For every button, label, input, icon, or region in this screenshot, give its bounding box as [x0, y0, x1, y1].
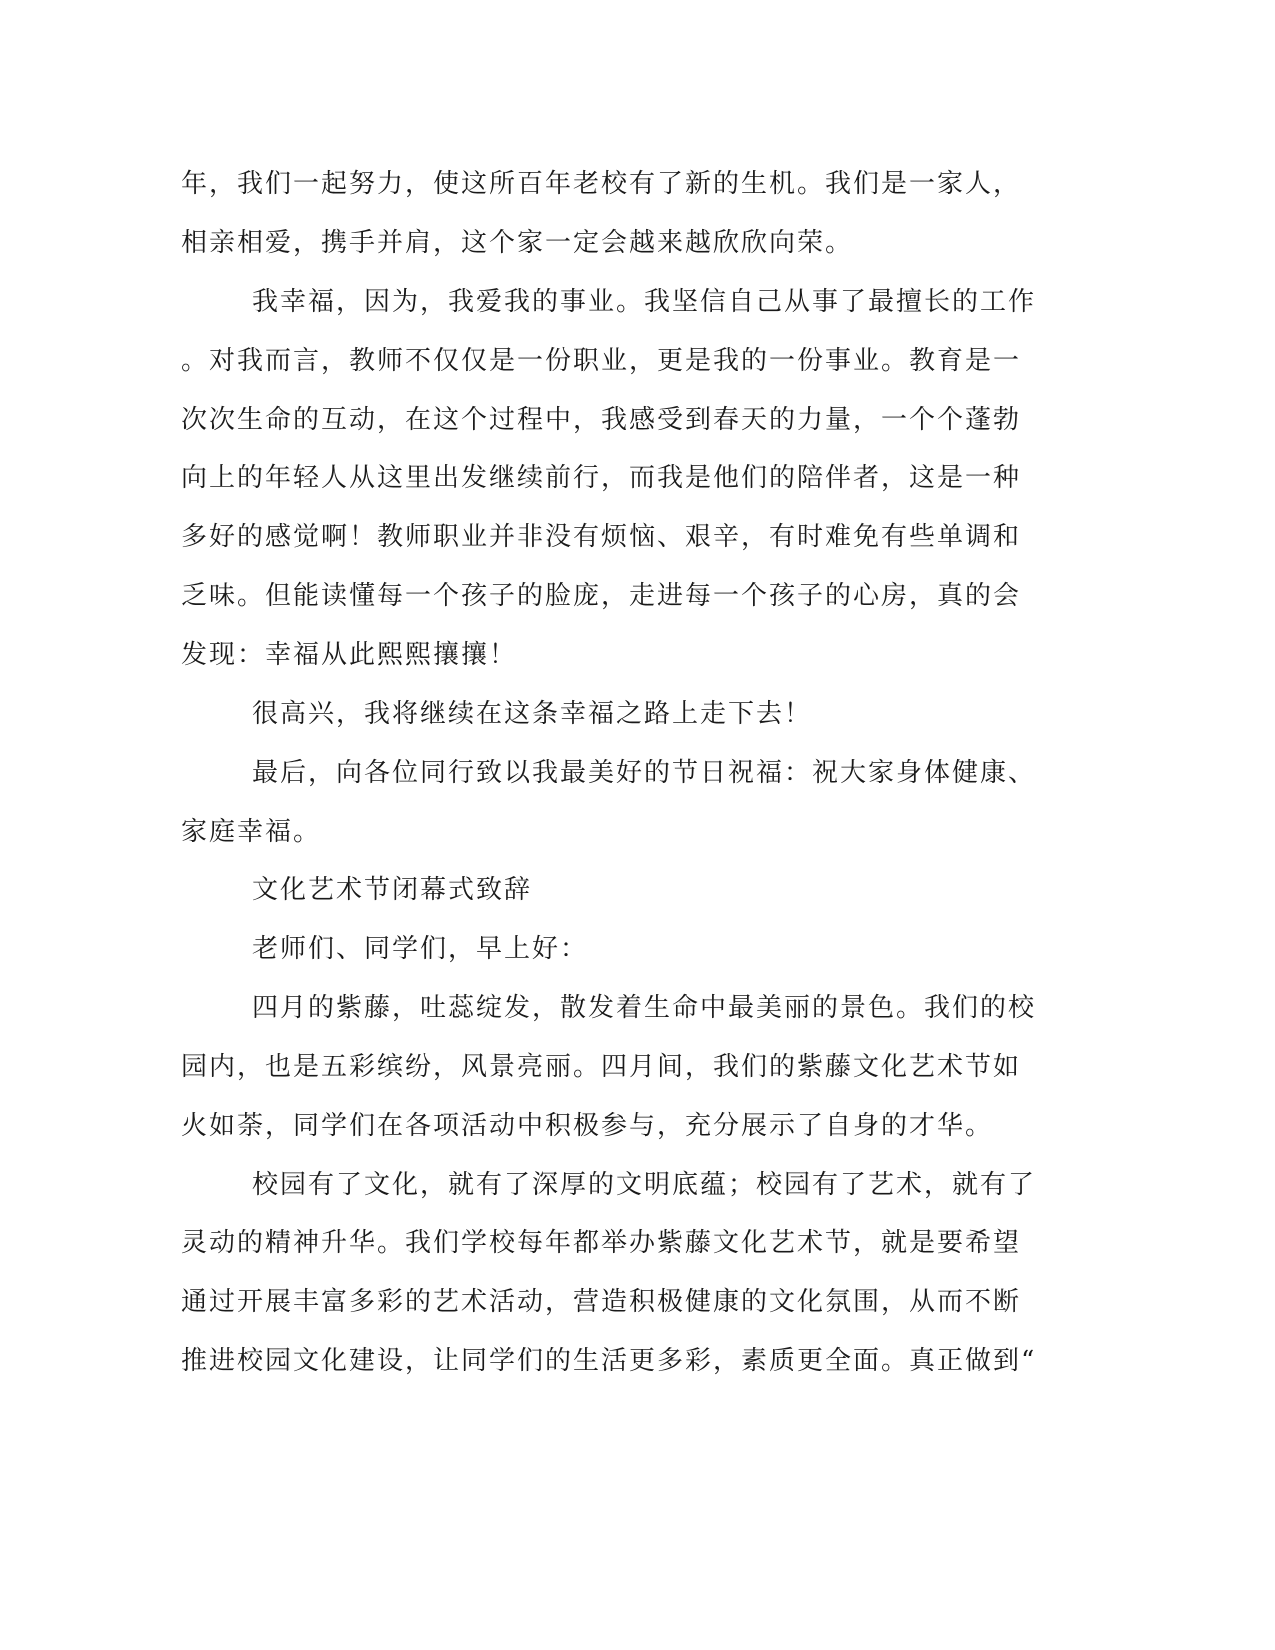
text-line: 多好的感觉啊！教师职业并非没有烦恼、艰辛，有时难免有些单调和 — [181, 522, 1022, 552]
text-line: 向上的年轻人从这里出发继续前行，而我是他们的陪伴者，这是一种 — [181, 463, 1022, 493]
section-title: 文化艺术节闭幕式致辞 — [252, 875, 533, 905]
text-line: 老师们、同学们，早上好： — [252, 934, 589, 964]
text-line: 发现：幸福从此熙熙攘攘！ — [181, 640, 518, 670]
text-line: 通过开展丰富多彩的艺术活动，营造积极健康的文化氛围，从而不断 — [181, 1287, 1022, 1317]
text-line: 火如荼，同学们在各项活动中积极参与，充分展示了自身的才华。 — [181, 1111, 994, 1141]
text-line: 四月的紫藤，吐蕊绽发，散发着生命中最美丽的景色。我们的校 — [252, 993, 1037, 1023]
text-line: 校园有了文化，就有了深厚的文明底蕴；校园有了艺术，就有了 — [252, 1170, 1037, 1200]
text-line: 家庭幸福。 — [181, 817, 322, 847]
text-line: 我幸福，因为，我爱我的事业。我坚信自己从事了最擅长的工作 — [252, 287, 1037, 317]
text-line: 灵动的精神升华。我们学校每年都举办紫藤文化艺术节，就是要希望 — [181, 1228, 1022, 1258]
text-line: 最后，向各位同行致以我最美好的节日祝福：祝大家身体健康、 — [252, 758, 1037, 788]
text-line: 。对我而言，教师不仅仅是一份职业，更是我的一份事业。教育是一 — [181, 346, 1022, 376]
text-line: 次次生命的互动，在这个过程中，我感受到春天的力量，一个个蓬勃 — [181, 405, 1022, 435]
text-line: 推进校园文化建设，让同学们的生活更多彩，素质更全面。真正做到“ — [181, 1346, 1037, 1376]
text-line: 很高兴，我将继续在这条幸福之路上走下去！ — [252, 699, 813, 729]
text-line: 年，我们一起努力，使这所百年老校有了新的生机。我们是一家人， — [181, 169, 1022, 199]
text-line: 相亲相爱，携手并肩，这个家一定会越来越欣欣向荣。 — [181, 228, 854, 258]
text-line: 园内，也是五彩缤纷，风景亮丽。四月间，我们的紫藤文化艺术节如 — [181, 1052, 1022, 1082]
text-line: 乏味。但能读懂每一个孩子的脸庞，走进每一个孩子的心房，真的会 — [181, 581, 1022, 611]
